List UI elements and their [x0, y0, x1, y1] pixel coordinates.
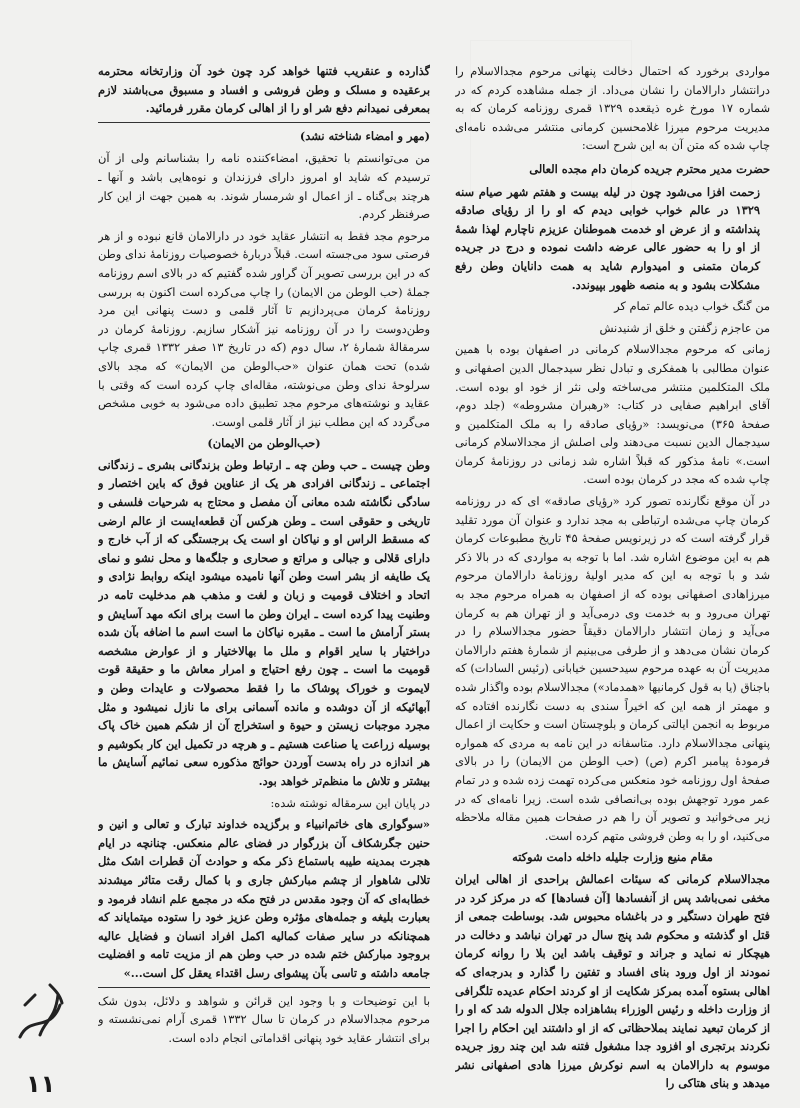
left-column — [98, 62, 430, 1052]
letter-body: زحمت افزا می‌شود چون در لیله بیست و هفتم شهر صیام سنه ۱۳۲۹ در عالم خواب خوابی دیدم که او را از رؤیای صادقه پنداشته و از عرض او خدمت هموطنان عزیزم ناچارم لهذا شمهٔ از او را به حضور عالی عرضه داشت نموده و درج در جریده کرمان متمنی و امیدوارم شاید به همت دانایان وطن رفع مشکلات بشود و به منصه ظهور بپیوندد. — [455, 184, 760, 292]
divider-bottom — [98, 987, 430, 988]
ministry-letter-heading: مقام منیع وزارت جلیله داخله دامت شوکته — [512, 850, 713, 865]
paragraph-author-assumption: در آن موقع نگارنده تصور کرد «رؤیای صادقه» ای که در روزنامه کرمان چاپ می‌شده ارتباطی به مجد ندارد و عنوان آن مورد تقلید قرار گرفته است که در زیرنویس صفحهٔ ۴۵ تاریخ مطبوعات کرمان هم به این موضوع اشاره شد. اما با توجه به مواردی که در بالا ذکر شد و با توجه به این که مدیر اولیهٔ روزنامهٔ دارالامان مرحوم میرزاهادی اصفهانی بوده که از اصفهان به همراه مرحوم مجد به تهران می‌رود و به خدمت وی درمی‌آید و از تهران هم به کرمان می‌آید و زمان انتشار دارالامان دقیقاً حضور مجدالاسلام را در کرمان نشان می‌دهد و از طرفی می‌بینیم از شمارهٔ هفتم دارالامان مدیریت آن به عهده مرحوم سیدحسین خیابانی (رئیس السادات) که باجناق (یا به قول کرمانیها «همدماد») مجدالاسلام بوده واگذار شده و مهمتر از همه این که اخیراً سندی به دست نگارنده افتاده که مربوط به انجمن ایالتی کرمان و بلوچستان است و حکایت از اعمال پنهانی مجدالاسلام دارد. متاسفانه در این نامه به مردی که همواره فرمودهٔ پیامبر اکرم (ص) (حب الوطن من الایمان) را در بالای صفحهٔ اول روزنامه خود منعکس می‌کرده تهمت زده شده و در تمام عمر مورد توجهش بوده بی‌انصافی شده است. زیرا نامه‌ای که در زیر می‌خوانید و تصویر آن را هم در صفحات همین مقاله ملاحظه می‌کنید، او را به وطن فروشی متهم کرده است. — [455, 494, 770, 843]
editorial-body: وطن چیست ـ حب وطن چه ـ ارتباط وطن بزندگانی بشری ـ زندگانی اجتماعی ـ زندگانی افرادی هر یک از عناوین فوق که باین اختصار و سادگی نگاشته شده معانی آن مفصل و محتاج به شرحیات فلسفی و تاریخی و حقوقی است ـ وطن هرکس آن قطعه‌ایست از عالم ارضی که مسقط الراس او و نیاکان او است یک برجستگی که از آب خارج و دارای قلالی و جبالی و مراتع و صحاری و جلگه‌ها و محل نشو و نمای یک طایفه از بشر است وطن آنها نامیده میشود اینکه روابط نژادی و اتحاد و اختلاف قومیت و زبان و لغت و مذهب هم مدخلیت تامه در وطنیت پیدا کرده است ـ ایران وطن ما است برای انکه مهد آسایش و بستر آرامش ما است ـ مقبره نیاکان ما است اسم ما اضافه بآن شده دراختیار با سایر اقوام و ملل ما بهالاختیار و از عوارض مشخصه قومیت ما است ـ چون رفع احتیاج و امرار معاش ما و حقیقة قوت لایموت و خوراک پوشاک ما را فقط محصولات و عایدات وطن و آبهائیکه از آن دوشده و مانده آسمانی برای ما نازل نمیشود و مثل مجرد موجبات زیستن و حیوة و استخراج آن از شکم همین خاک پاک بوسیله زراعت یا صناعت هستیم ـ و هرچه در تکمیل این کار بکوشیم و هر اندازه در راه بدست آوردن حوائج مذکوره سعی نمائیم آسایش ما بیشتر و تلاش ما منظم‌تر خواهد بود. — [98, 457, 430, 788]
letter-heading: حضرت مدیر محترم جریده کرمان دام مجده العالی — [529, 161, 770, 176]
verse-line-2: من عاجزم زگفتن و خلق از شنیدنش — [599, 320, 770, 335]
kerman-logo — [10, 975, 70, 1045]
intro-paragraph: مواردی برخورد که احتمال دخالت پنهانی مرحوم مجدالاسلام را درانتشار دارالامان را نشان می‌داد. از جمله مشاهده کردم که در شماره ۱۷ مورخ غره ذیقعده ۱۳۲۹ قمری روزنامه کرمان که به مدیریت مرحوم میرزا غلامحسین کرمانی منتشر می‌شده نامه‌ای چاپ شده که متن آن به این شرح است: — [455, 64, 770, 153]
paragraph-kerman-newspaper: مرحوم مجد فقط به انتشار عقاید خود در دارالامان قانع نبوده و از هر فرصتی سود می‌جسته است. قبلاً دربارهٔ خصوصیات روزنامهٔ ندای وطن که در این بررسی تصویر آن گراور شده گفتیم که در بالای اسم روزنامه جملهٔ (حب الوطن من الایمان) را چاپ می‌کرده است اکنون به بررسی روزنامهٔ کرمان می‌پردازیم تا آثار قلمی و دست پنهانی این مرد وطن‌دوست را در آن روزنامه نیز آشکار سازیم. روزنامهٔ کرمان در سرمقالهٔ شمارهٔ ۲، سال دوم (که در تاریخ ۱۳ صفر ۱۳۳۲ قمری چاپ شده) تحت همان عنوان «حب‌الوطن من الایمان» که مجد بالای سرلوحهٔ ندای وطن می‌نوشته، مقاله‌ای چاپ کرده است که وقتی با عقاید و نوشته‌های مرحوم مجد تطبیق داده می‌شود به خوبی مشخص می‌گردد که این مطلب نیز از آثار قلمی اوست. — [98, 228, 430, 429]
editorial-ending-intro: در پایان این سرمقاله نوشته شده: — [270, 795, 430, 810]
ministry-letter-body: مجدالاسلام کرمانی که سیئات اعمالش براحدی از اهالی ایران مخفی نمی‌باشد پس از آنفسادها [آن فسادها] که در مرکز کرد در فتح طهران دستگیر و در باغشاه محبوس شد. بوساطت جمعی از قتل او گذشته و محکوم شد پنج سال در تهران نباشد و دخالت در هیچکار نه نماید و جراند و توقیف باشد این بلا را روانه کرمان نمودند از اول ورود بنای افساد و تفتین را گذارد و بدرجه‌ای که اهالی بستوه آمده بمرکز شکایت از او کردند احکام عدیده تلگرافی از وزارت داخله و رئیس الوزراء بشاهزاده جلال الدوله شد که او را از کرمان تبعید نمایند بملاحظاتی که از او داشتند این احکام را اجرا نکردند برتجری او افزود جدا مشغول فتنه شد این چند روز جریده موسوم به دارالامان به اسم نوکرش میرزا هادی اصفهانی نشر میدهد و بنای هتاکی را — [455, 871, 770, 1091]
page-number: ۱۱ — [26, 1070, 56, 1098]
seal-note: (مهر و امضاء شناخته نشد) — [299, 128, 430, 143]
paragraph-majd-isfahan: زمانی که مرحوم مجدالاسلام کرمانی در اصفهان بوده با همین عنوان مطالبی با همفکری و تبادل نظر سیدجمال الدین اصفهانی و ملک المتکلمین منتشر می‌ساخته ولی نثر از خود او بوده است. آقای ابراهیم صفایی در کتاب: «رهبران مشروطه» (جلد دوم، صفحهٔ ۳۶۵) می‌نویسد: «رؤیای صادقه را به ملک المتکلمین و سیدجمال الدین نسبت می‌دهند ولی اصلش از مجدالاسلام کرمانی است.» نامهٔ مذکور که قبلاً اشاره شد زمانی در روزنامهٔ کرمان چاپ شده که مجد در کرمان بوده است. — [455, 342, 770, 487]
ministry-letter-continued: گذارده و عنقریب فتنها خواهد کرد چون خود آن وزارتخانه محترمه برعقیده و مسلک و وطن فروشی و افساد و مسبوق می‌باشند لازم بمعرفی نمیدانم دفع شر او را از اهالی کرمان مقرر فرمائید. — [98, 64, 430, 116]
editorial-title: (حب‌الوطن من الایمان) — [207, 436, 321, 451]
right-column — [455, 62, 770, 1092]
divider — [98, 122, 430, 123]
closing-quote: «سوگواری های خاتم‌انبیاء و برگزیده خداوند تبارک و تعالی و انین و حنین جگرشکاف آن بزرگوار در فضای عالم منعکس. چنانچه در ایام هجرت بمدینه طیبه باستماع ذکر مکه و حوادث آن قطرات اشک مثل تلالی شاهوار از چشم مبارکش جاری و با کمال رقت متاثر میشدند خطابه‌ای که آن وجود مقدس در فتح مکه در مجمع علم انشاد فرمود و بعبارت بلیغه و جمله‌های مؤثره وطن عزیز خود را ستوده میتمایاند که همچنانکه در سایر صفات کمالیه اکمل افراد انسان و فضایل عالیه بروجود مبارکش ختم شده در حب وطن هم از مزیت تامه و افضلیت جامعه داشته و تاسی بآن پیشوای رسل اقتداء یعقل کل است...» — [98, 817, 430, 980]
paragraph-signature-identity: من می‌توانستم با تحقیق، امضاءکننده نامه را بشناسانم ولی از آن ترسیدم که شاید او امروز دارای فرزندان و نوه‌هایی باشد و آنها ـ هرچند بی‌گناه ـ از اعمال او شرمسار شوند. به همین جهت از این کار صرفنظر کردم. — [98, 151, 430, 222]
verse-line-1: من گنگ خواب دیده عالم تمام کر — [614, 299, 770, 314]
conclusion-paragraph: با این توضیحات و با وجود این قرائن و شواهد و دلائل، بدون شک مرحوم مجدالاسلام در کرمان تا سال ۱۳۳۲ قمری آرام نمی‌نشسته و برای انتشار عقاید خود پنهانی اقداماتی انجام داده است. — [98, 993, 430, 1045]
